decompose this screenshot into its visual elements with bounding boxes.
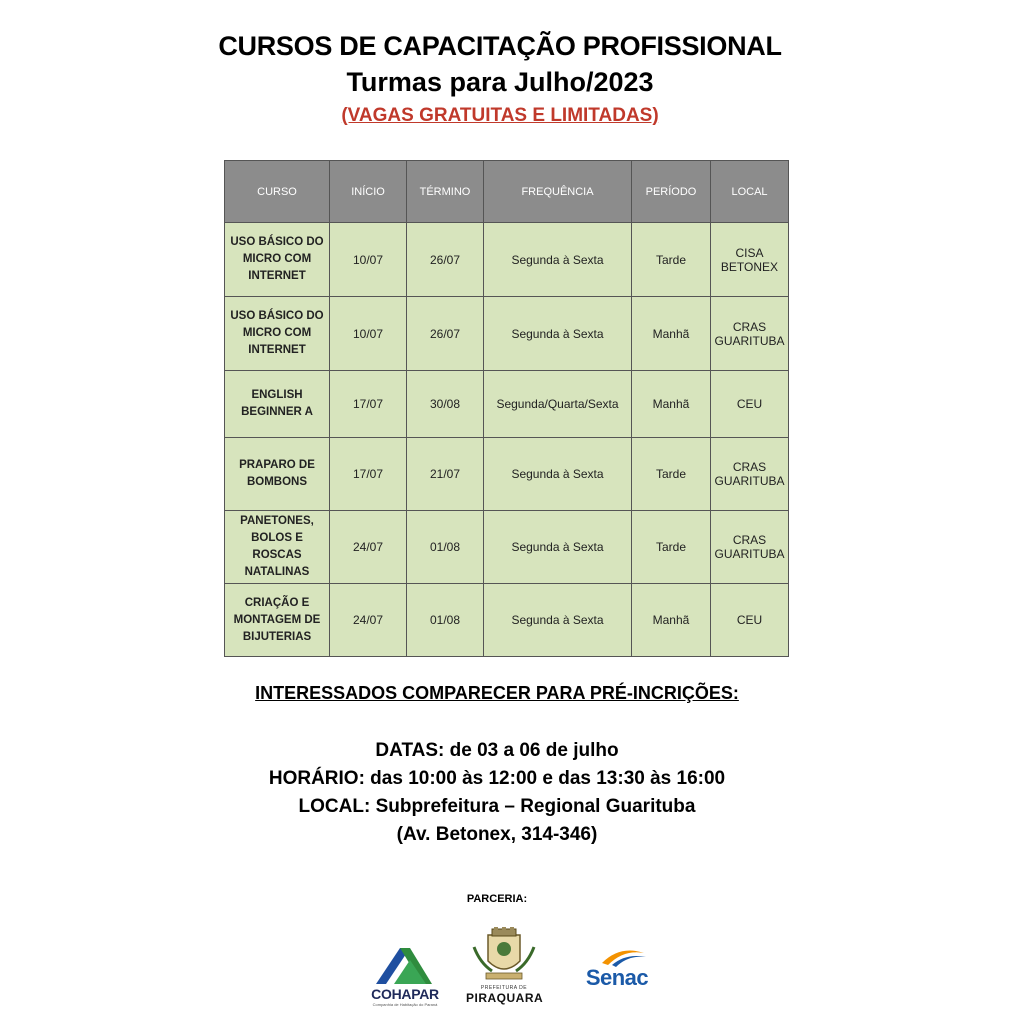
course-name: CRIAÇÃO E MONTAGEM DE BIJUTERIAS <box>225 584 330 657</box>
title-block <box>0 28 1000 130</box>
start-date: 24/07 <box>330 511 407 584</box>
cohapar-name: COHAPAR <box>371 986 439 1002</box>
period: Tarde <box>632 438 711 511</box>
registration-call: INTERESSADOS COMPARECER PARA PRÉ-INCRIÇÕES: <box>255 683 739 703</box>
cohapar-mark-icon <box>366 944 444 986</box>
header-start: INÍCIO <box>330 161 407 223</box>
period: Manhã <box>632 297 711 371</box>
senac-swoosh-icon <box>572 943 662 967</box>
start-date: 10/07 <box>330 223 407 297</box>
table-row <box>225 371 789 438</box>
end-date: 26/07 <box>407 297 484 371</box>
period: Manhã <box>632 371 711 438</box>
registration-hours: HORÁRIO: das 10:00 às 12:00 e das 13:30 às 16:00 <box>268 768 726 789</box>
end-date: 01/08 <box>407 584 484 657</box>
piraquara-name: PIRAQUARA <box>466 991 544 1005</box>
registration-address: (Av. Betonex, 314-346) <box>396 824 598 845</box>
header-location: LOCAL <box>711 161 789 223</box>
courses-table <box>224 160 789 657</box>
table-row <box>225 297 789 371</box>
header-period: PERÍODO <box>632 161 711 223</box>
start-date: 10/07 <box>330 297 407 371</box>
table-header-row <box>225 161 789 223</box>
header-course: CURSO <box>225 161 330 223</box>
cohapar-subtitle: Companhia de Habitação do Paraná <box>372 1002 438 1007</box>
location: CRAS GUARITUBA <box>711 438 789 511</box>
end-date: 26/07 <box>407 223 484 297</box>
piraquara-caption: PREFEITURA DE <box>480 985 528 991</box>
frequency: Segunda à Sexta <box>484 584 632 657</box>
piraquara-coat-of-arms-icon <box>466 927 542 985</box>
partners-label: PARCERIA: <box>466 893 528 905</box>
frequency: Segunda à Sexta <box>484 223 632 297</box>
piraquara-logo <box>466 927 542 1011</box>
location: CEU <box>711 584 789 657</box>
registration-location: LOCAL: Subprefeitura – Regional Guarituba <box>298 796 696 817</box>
end-date: 30/08 <box>407 371 484 438</box>
course-name: USO BÁSICO DO MICRO COM INTERNET <box>225 297 330 371</box>
course-name: PRAPARO DE BOMBONS <box>225 438 330 511</box>
free-spots-notice: (VAGAS GRATUITAS E LIMITADAS) <box>341 105 659 126</box>
location: CRAS GUARITUBA <box>711 297 789 371</box>
frequency: Segunda/Quarta/Sexta <box>484 371 632 438</box>
cohapar-logo <box>366 944 444 1010</box>
header-frequency: FREQUÊNCIA <box>484 161 632 223</box>
registration-dates: DATAS: de 03 a 06 de julho <box>375 740 619 761</box>
frequency: Segunda à Sexta <box>484 511 632 584</box>
location: CISA BETONEX <box>711 223 789 297</box>
start-date: 24/07 <box>330 584 407 657</box>
frequency: Segunda à Sexta <box>484 297 632 371</box>
location: CRAS GUARITUBA <box>711 511 789 584</box>
period: Tarde <box>632 223 711 297</box>
end-date: 21/07 <box>407 438 484 511</box>
registration-info <box>0 737 994 849</box>
course-name: PANETONES, BOLOS E ROSCAS NATALINAS <box>225 511 330 584</box>
senac-logo <box>572 943 662 993</box>
course-name: ENGLISH BEGINNER A <box>225 371 330 438</box>
course-name: USO BÁSICO DO MICRO COM INTERNET <box>225 223 330 297</box>
end-date: 01/08 <box>407 511 484 584</box>
page-title: CURSOS DE CAPACITAÇÃO PROFISSIONAL <box>218 31 782 61</box>
location: CEU <box>711 371 789 438</box>
start-date: 17/07 <box>330 438 407 511</box>
table-row <box>225 511 789 584</box>
table-row <box>225 438 789 511</box>
start-date: 17/07 <box>330 371 407 438</box>
page-subtitle: Turmas para Julho/2023 <box>346 67 654 97</box>
table-row <box>225 223 789 297</box>
frequency: Segunda à Sexta <box>484 438 632 511</box>
table-row <box>225 584 789 657</box>
period: Manhã <box>632 584 711 657</box>
period: Tarde <box>632 511 711 584</box>
senac-name: Senac <box>585 965 649 990</box>
header-end: TÉRMINO <box>407 161 484 223</box>
